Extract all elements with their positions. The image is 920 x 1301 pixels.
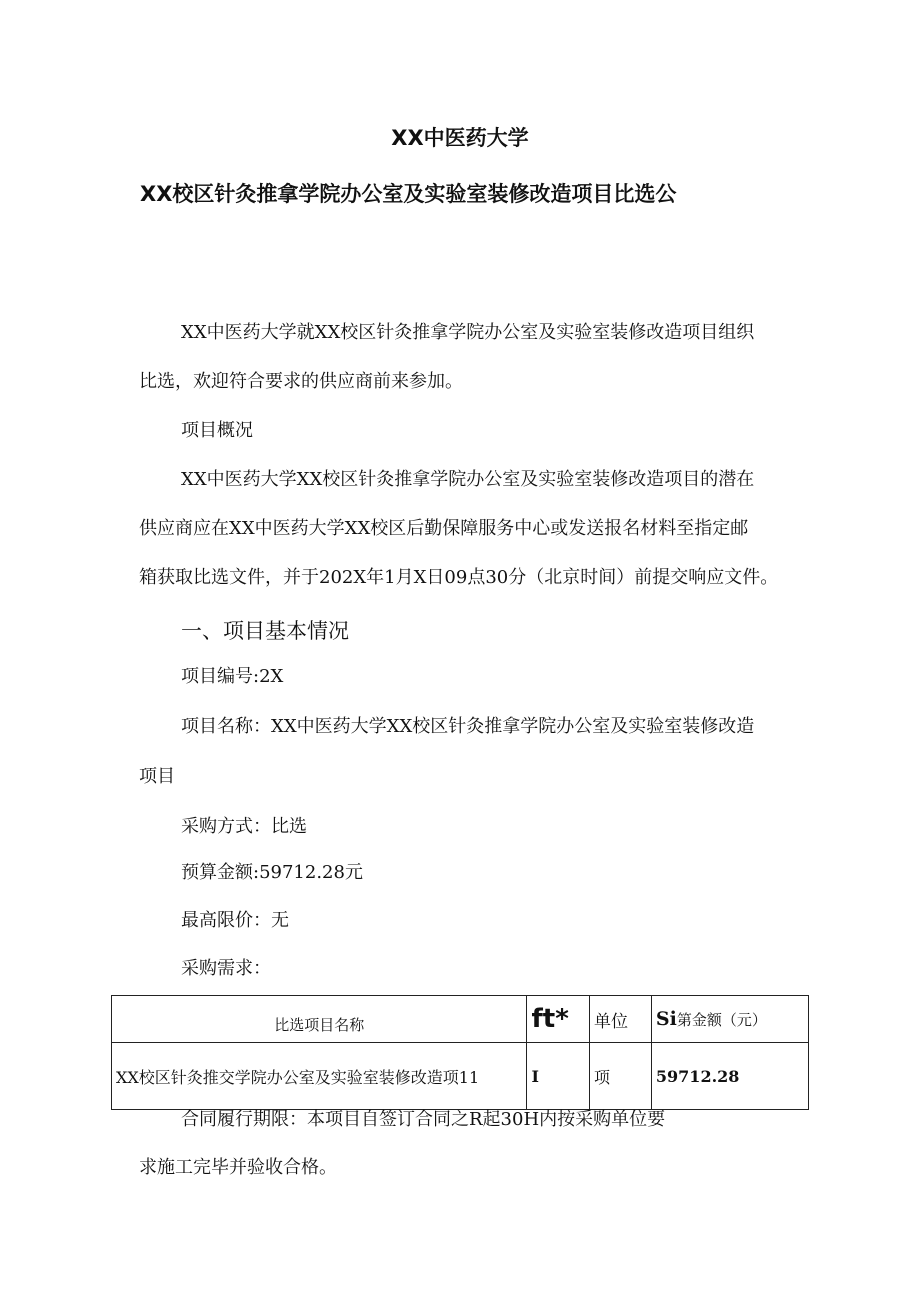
section-heading: 一、项目基本情况: [181, 619, 349, 643]
intro-line-1: XX中医药大学就XX校区针灸推拿学院办公室及实验室装修改造项目组织: [181, 322, 755, 343]
intro-line-2: 比选，欢迎符合要求的供应商前来参加。: [139, 371, 463, 392]
table-row: [112, 1043, 809, 1110]
overview-line-2: 供应商应在XX中医药大学XX校区后勤保障服务中心或发送报名材料至指定邮: [139, 518, 749, 539]
header-amount: [651, 996, 808, 1043]
cell-project-name: XX校区针灸推交学院办公室及实验室装修改造项11: [112, 1043, 527, 1110]
requirement-label: 采购需求：: [181, 958, 271, 979]
header-unit: 单位: [589, 996, 651, 1043]
org-title: XX中医药大学: [391, 126, 529, 150]
project-name-line-2: 项目: [139, 766, 175, 787]
contract-line-2: 求施工完毕并验收合格。: [139, 1157, 337, 1178]
contract-line-1: 合同履行期限：本项目自签订合同之R起30H内按采购单位要: [181, 1109, 666, 1130]
header-amount-label: 第金额（元）: [676, 1011, 767, 1029]
project-name-line-1: 项目名称：XX中医药大学XX校区针灸推拿学院办公室及实验室装修改造: [181, 716, 755, 737]
overview-line-3: 箱获取比选文件，并于202X年1月X日09点30分（北京时间）前提交响应文件。: [139, 567, 779, 588]
header-amount-prefix: Si: [655, 1008, 677, 1030]
project-number: 项目编号:2X: [181, 666, 284, 687]
cell-quantity: I: [527, 1043, 590, 1110]
header-quantity: ft*: [527, 996, 590, 1043]
procurement-method: 采购方式：比选: [181, 816, 307, 837]
budget-amount: 预算金额:59712.28元: [181, 862, 363, 883]
overview-line-1: XX中医药大学XX校区针灸推拿学院办公室及实验室装修改造项目的潜在: [181, 469, 755, 490]
requirements-table: [111, 995, 809, 1110]
header-project-name: 比选项目名称: [112, 996, 527, 1043]
overview-label: 项目概况: [181, 420, 253, 441]
cell-unit: 项: [589, 1043, 651, 1110]
cell-amount: 59712.28: [651, 1043, 808, 1110]
document-title: XX校区针灸推拿学院办公室及实验室装修改造项目比选公: [140, 182, 677, 206]
max-price: 最高限价：无: [181, 910, 289, 931]
table-header-row: [112, 996, 809, 1043]
